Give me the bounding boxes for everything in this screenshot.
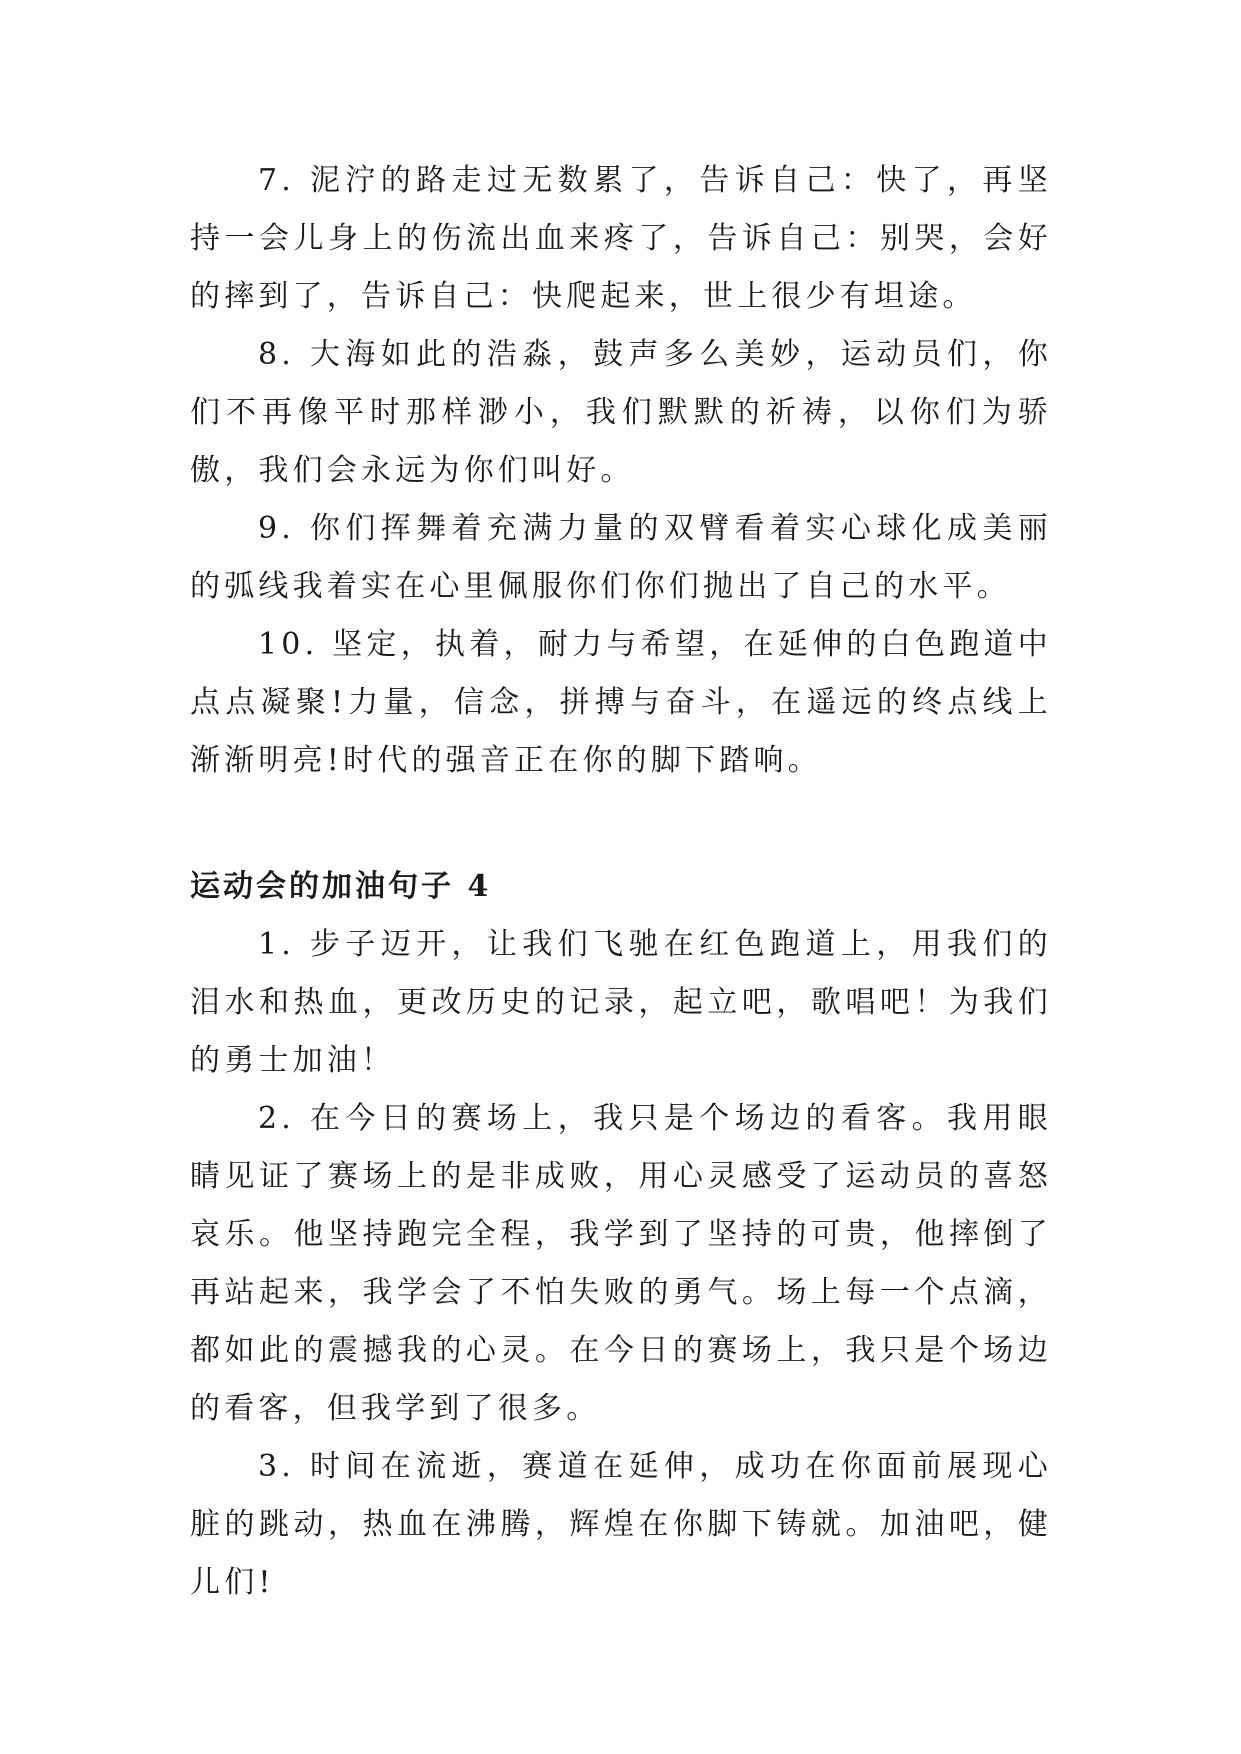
paragraph-item-7: 7. 泥泞的路走过无数累了，告诉自己：快了，再坚持一会儿身上的伤流出血来疼了，告诉自己：别哭，会好的摔到了，告诉自己：快爬起来，世上很少有坦途。 <box>190 163 1052 314</box>
paragraph-item-3: 3. 时间在流逝，赛道在延伸，成功在你面前展现心脏的跳动，热血在沸腾，辉煌在你脚下铸就。加油吧，健儿们! <box>190 1449 1052 1600</box>
paragraph-item-9: 9. 你们挥舞着充满力量的双臂看着实心球化成美丽的弧线我着实在心里佩服你们你们抛出了自己的水平。 <box>190 511 1052 604</box>
paragraph-item-1: 1. 步子迈开，让我们飞驰在红色跑道上，用我们的泪水和热血，更改历史的记录，起立吧，歌唱吧！为我们的勇士加油！ <box>190 927 1052 1078</box>
section-heading: 运动会的加油句子 4 <box>190 869 492 904</box>
document-page <box>190 152 1052 1612</box>
paragraph-item-2: 2. 在今日的赛场上，我只是个场边的看客。我用眼睛见证了赛场上的是非成败，用心灵感受了运动员的喜怒哀乐。他坚持跑完全程，我学到了坚持的可贵，他摔倒了再站起来，我学会了不怕失败的勇气。场上每一个点滴，都如此的震撼我的心灵。在今日的赛场上，我只是个场边的看客，但我学到了很多。 <box>190 1101 1052 1426</box>
paragraph-item-10: 10. 坚定，执着，耐力与希望，在延伸的白色跑道中点点凝聚!力量，信念，拼搏与奋斗，在遥远的终点线上渐渐明亮!时代的强音正在你的脚下踏响。 <box>190 627 1052 778</box>
paragraph-item-8: 8. 大海如此的浩淼，鼓声多么美妙，运动员们，你们不再像平时那样渺小，我们默默的祈祷，以你们为骄傲，我们会永远为你们叫好。 <box>190 337 1052 488</box>
